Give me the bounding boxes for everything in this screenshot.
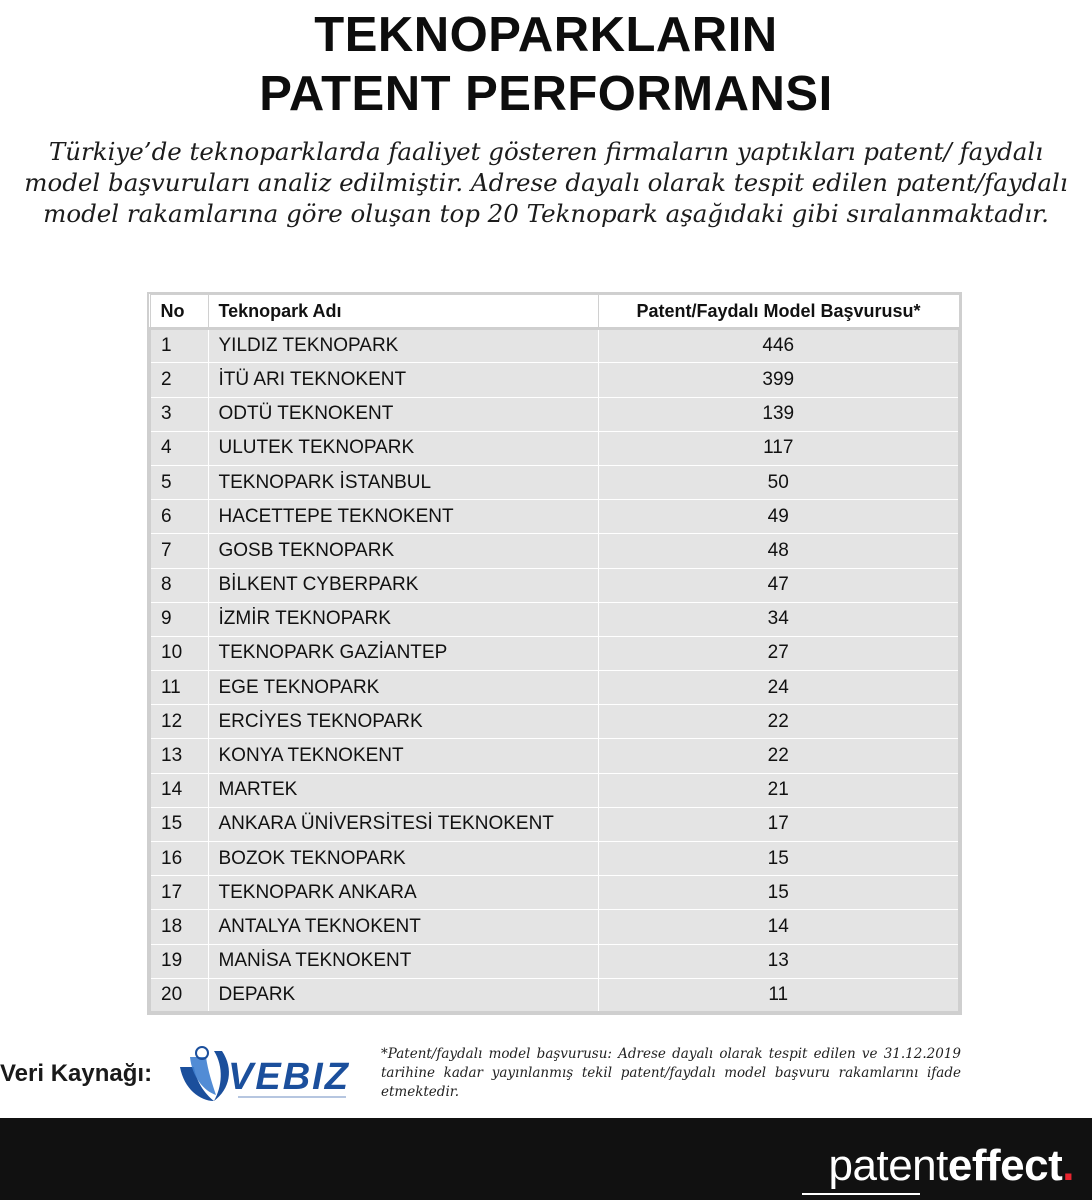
footnote: *Patent/faydalı model başvurusu: Adrese dayalı olarak tespit edilen ve 31.12.2019 tarihine kadar yayınlanmış tekil patent/faydalı model başvuru rakamlarını ifade etmektedir. <box>381 1046 961 1100</box>
header-no: No <box>150 295 208 329</box>
row-value: 15 <box>598 842 959 876</box>
table-header-row <box>150 295 959 329</box>
row-value: 139 <box>598 397 959 431</box>
row-name: DEPARK <box>208 978 598 1012</box>
row-name: ANTALYA TEKNOKENT <box>208 910 598 944</box>
row-name: ULUTEK TEKNOPARK <box>208 431 598 465</box>
row-value: 22 <box>598 739 959 773</box>
table-row <box>150 363 959 397</box>
row-name: ANKARA ÜNİVERSİTESİ TEKNOKENT <box>208 807 598 841</box>
row-name: YILDIZ TEKNOPARK <box>208 329 598 363</box>
row-value: 49 <box>598 500 959 534</box>
row-value: 14 <box>598 910 959 944</box>
table-row <box>150 773 959 807</box>
table-row <box>150 397 959 431</box>
row-no: 12 <box>150 705 208 739</box>
table-row <box>150 500 959 534</box>
row-value: 17 <box>598 807 959 841</box>
row-name: ERCİYES TEKNOPARK <box>208 705 598 739</box>
table-row <box>150 739 959 773</box>
row-no: 2 <box>150 363 208 397</box>
row-no: 9 <box>150 602 208 636</box>
row-value: 24 <box>598 671 959 705</box>
row-value: 34 <box>598 602 959 636</box>
table-row <box>150 602 959 636</box>
table-row <box>150 636 959 670</box>
row-no: 14 <box>150 773 208 807</box>
table-row <box>150 842 959 876</box>
table-row <box>150 465 959 499</box>
table-row <box>150 431 959 465</box>
row-no: 1 <box>150 329 208 363</box>
table-row <box>150 876 959 910</box>
row-no: 18 <box>150 910 208 944</box>
table-row <box>150 978 959 1012</box>
row-no: 16 <box>150 842 208 876</box>
row-name: TEKNOPARK GAZİANTEP <box>208 636 598 670</box>
row-no: 17 <box>150 876 208 910</box>
row-no: 20 <box>150 978 208 1012</box>
table-row <box>150 705 959 739</box>
row-name: BOZOK TEKNOPARK <box>208 842 598 876</box>
row-name: İTÜ ARI TEKNOKENT <box>208 363 598 397</box>
row-name: GOSB TEKNOPARK <box>208 534 598 568</box>
row-no: 5 <box>150 465 208 499</box>
row-value: 399 <box>598 363 959 397</box>
brand-underline <box>802 1193 920 1195</box>
vebiz-logo-icon <box>180 1047 229 1101</box>
row-name: EGE TEKNOPARK <box>208 671 598 705</box>
row-no: 11 <box>150 671 208 705</box>
table-row <box>150 807 959 841</box>
page-title <box>0 6 1092 124</box>
table-row <box>150 671 959 705</box>
row-value: 13 <box>598 944 959 978</box>
table-row <box>150 534 959 568</box>
page-title-line-2: PATENT PERFORMANSI <box>259 67 833 121</box>
table-row <box>150 944 959 978</box>
row-value: 50 <box>598 465 959 499</box>
data-source-label: Veri Kaynağı: <box>0 1060 153 1087</box>
row-value: 15 <box>598 876 959 910</box>
row-no: 8 <box>150 568 208 602</box>
row-no: 4 <box>150 431 208 465</box>
brand-light-text: patent <box>828 1141 948 1190</box>
row-value: 47 <box>598 568 959 602</box>
row-no: 15 <box>150 807 208 841</box>
row-name: KONYA TEKNOKENT <box>208 739 598 773</box>
teknopark-table <box>149 294 960 1013</box>
header-patent-count: Patent/Faydalı Model Başvurusu* <box>598 295 959 329</box>
row-no: 3 <box>150 397 208 431</box>
row-name: HACETTEPE TEKNOKENT <box>208 500 598 534</box>
row-name: MANİSA TEKNOKENT <box>208 944 598 978</box>
patenteffect-brand <box>829 1140 1074 1192</box>
row-name: TEKNOPARK ANKARA <box>208 876 598 910</box>
row-value: 22 <box>598 705 959 739</box>
row-name: TEKNOPARK İSTANBUL <box>208 465 598 499</box>
row-name: BİLKENT CYBERPARK <box>208 568 598 602</box>
row-name: MARTEK <box>208 773 598 807</box>
vebiz-logo-text: VEBIZ <box>228 1056 350 1098</box>
vebiz-logo <box>178 1045 353 1105</box>
row-value: 117 <box>598 431 959 465</box>
row-value: 11 <box>598 978 959 1012</box>
row-name: ODTÜ TEKNOKENT <box>208 397 598 431</box>
brand-bold-text: effect <box>947 1141 1063 1190</box>
row-value: 27 <box>598 636 959 670</box>
intro-paragraph: Türkiye’de teknoparklarda faaliyet gösteren firmaların yaptıkları patent/ faydalı model başvuruları analiz edilmiştir. Adrese dayalı olarak tespit edilen patent/faydalı model rakamlarına göre oluşan top 20 Teknopark aşağıdaki gibi sıralanmaktadır. <box>24 137 1068 228</box>
table-row <box>150 568 959 602</box>
table-row <box>150 329 959 363</box>
row-no: 7 <box>150 534 208 568</box>
row-no: 6 <box>150 500 208 534</box>
table-row <box>150 910 959 944</box>
row-value: 48 <box>598 534 959 568</box>
header-teknopark-name: Teknopark Adı <box>208 295 598 329</box>
row-value: 446 <box>598 329 959 363</box>
row-no: 19 <box>150 944 208 978</box>
row-name: İZMİR TEKNOPARK <box>208 602 598 636</box>
page-title-line-1: TEKNOPARKLARIN <box>314 8 778 62</box>
brand-dot: . <box>1062 1141 1074 1190</box>
row-no: 13 <box>150 739 208 773</box>
row-value: 21 <box>598 773 959 807</box>
row-no: 10 <box>150 636 208 670</box>
